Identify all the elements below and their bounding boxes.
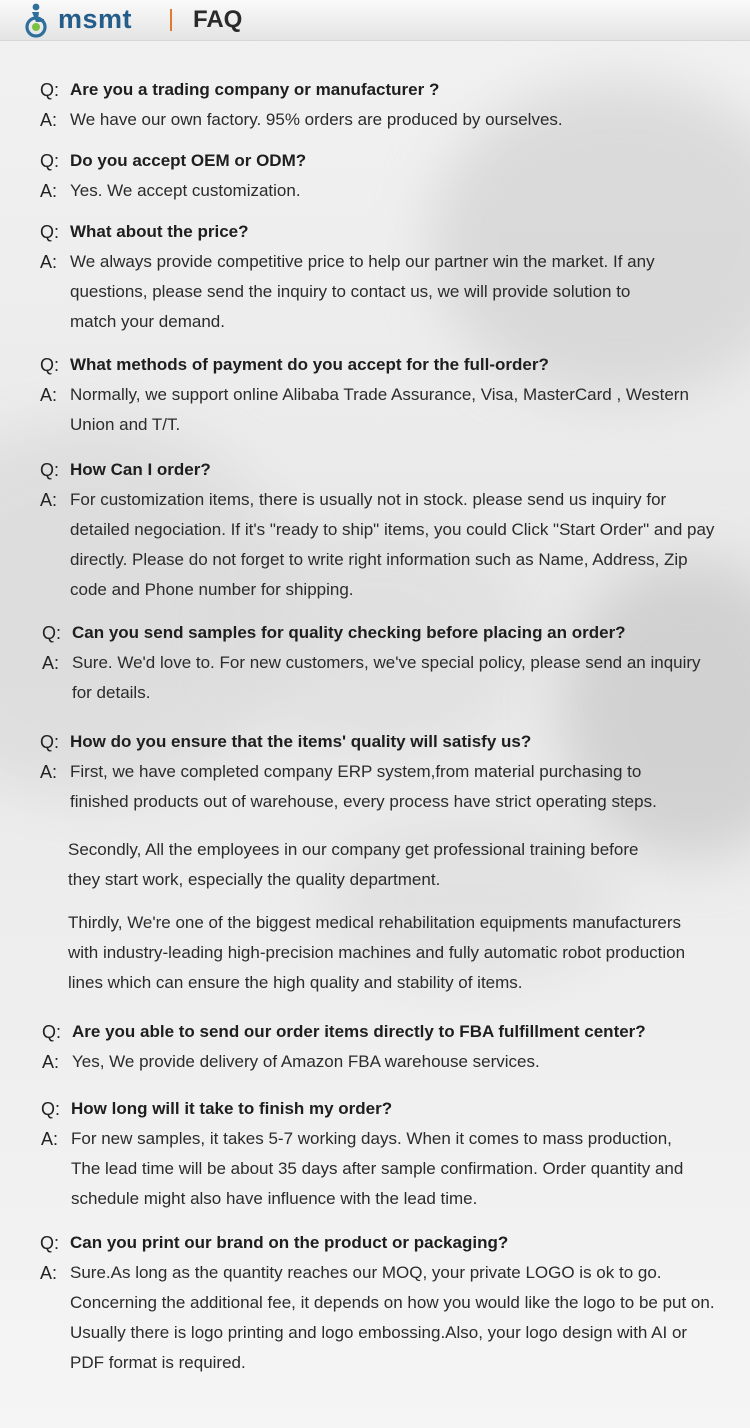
faq-answer-paragraph: Secondly, All the employees in our company get professional training before they start work, especially the quality department. [68,840,639,889]
faq-answer: First, we have completed company ERP system,from material purchasing to finished products out of warehouse, every process have strict operating steps. [70,762,657,811]
faq-item [42,1017,742,1077]
faq-answer-row [40,757,700,817]
faq-item [40,146,740,206]
faq-question-row [41,1094,701,1124]
faq-question: What about the price? [70,222,249,241]
q-label: Q: [41,1099,61,1119]
faq-question: Can you print our brand on the product or packaging? [70,1233,509,1252]
a-label: A: [40,385,58,405]
faq-item [40,1228,720,1378]
q-label: Q: [40,80,60,100]
faq-answer: Yes, We provide delivery of Amazon FBA warehouse services. [72,1052,540,1071]
faq-answer-row [41,1124,701,1214]
faq-question: How do you ensure that the items' quality will satisfy us? [70,732,532,751]
faq-answer-row [42,1047,742,1077]
q-label: Q: [40,222,60,242]
a-label: A: [42,1052,60,1072]
faq-question-row [42,1017,742,1047]
faq-question-row [40,350,690,380]
q-label: Q: [40,460,60,480]
faq-answer-row [42,648,722,708]
a-label: A: [40,110,58,130]
faq-item [40,727,700,817]
faq-question: How long will it take to finish my order? [71,1099,393,1118]
faq-answer: For customization items, there is usually not in stock. please send us inquiry for detailed negociation. If it's "ready to ship" items, you could Click "Start Order" and pay directly. Please do not forget to write right information such as Name, Address, Zip code and Phone number for shipping. [70,490,715,599]
faq-question-row [40,75,740,105]
faq-answer: Yes. We accept customization. [70,181,301,200]
a-label: A: [40,490,58,510]
faq-answer-row [40,380,690,440]
faq-item [41,1094,701,1214]
faq-answer: Sure.As long as the quantity reaches our MOQ, your private LOGO is ok to go. Concerning the additional fee, it depends on how you would like the logo to be put on. Usually there is logo printing and logo embossing.Also, your logo design with AI or PDF format is required. [70,1263,715,1372]
logo-person-icon [22,2,52,38]
q-label: Q: [40,1233,60,1253]
faq-item [40,350,690,440]
faq-question: Can you send samples for quality checking before placing an order? [72,623,626,642]
faq-item [40,75,740,135]
page-title: FAQ [193,6,243,33]
a-label: A: [42,653,60,673]
faq-answer-row [40,105,740,135]
faq-answer: We always provide competitive price to help our partner win the market. If any questions, please send the inquiry to contact us, we will provide solution to match your demand. [70,252,655,331]
faq-answer-row [40,176,740,206]
a-label: A: [40,252,58,272]
faq-question-row [42,618,722,648]
faq-question: Do you accept OEM or ODM? [70,151,307,170]
faq-question-row [40,146,740,176]
faq-answer-paragraph: Thirdly, We're one of the biggest medical rehabilitation equipments manufacturers with industry-leading high-precision machines and fully automatic robot production lines which can ensure the high quality and stability of items. [68,913,686,992]
faq-answer-row [40,485,720,605]
a-label: A: [40,1263,58,1283]
faq-question-row [40,727,700,757]
a-label: A: [40,762,58,782]
header-divider [170,9,172,31]
faq-question-row [40,1228,720,1258]
faq-question-row [40,455,720,485]
faq-answer-row [40,1258,720,1378]
a-label: A: [40,181,58,201]
a-label: A: [41,1129,59,1149]
q-label: Q: [40,151,60,171]
faq-item [40,217,680,337]
faq-answer-row [40,247,680,337]
brand-name: msmt [58,4,133,34]
header-bar [0,0,750,41]
q-label: Q: [40,355,60,375]
q-label: Q: [42,1022,62,1042]
faq-item [40,455,720,605]
faq-question: Are you a trading company or manufacturer ? [70,80,440,99]
faq-answer: For new samples, it takes 5-7 working days. When it comes to mass production, The lead time will be about 35 days after sample confirmation. Order quantity and schedule might also have influence with the lead time. [71,1129,684,1208]
q-label: Q: [40,732,60,752]
faq-question: Are you able to send our order items directly to FBA fulfillment center? [72,1022,646,1041]
faq-question: What methods of payment do you accept for the full-order? [70,355,549,374]
faq-answer: Sure. We'd love to. For new customers, we've special policy, please send an inquiry for details. [72,653,701,702]
faq-item [42,618,722,708]
faq-answer: Normally, we support online Alibaba Trade Assurance, Visa, MasterCard , Western Union and T/T. [70,385,689,434]
q-label: Q: [42,623,62,643]
faq-question-row [40,217,680,247]
faq-answer: We have our own factory. 95% orders are produced by ourselves. [70,110,563,129]
faq-question: How Can I order? [70,460,211,479]
